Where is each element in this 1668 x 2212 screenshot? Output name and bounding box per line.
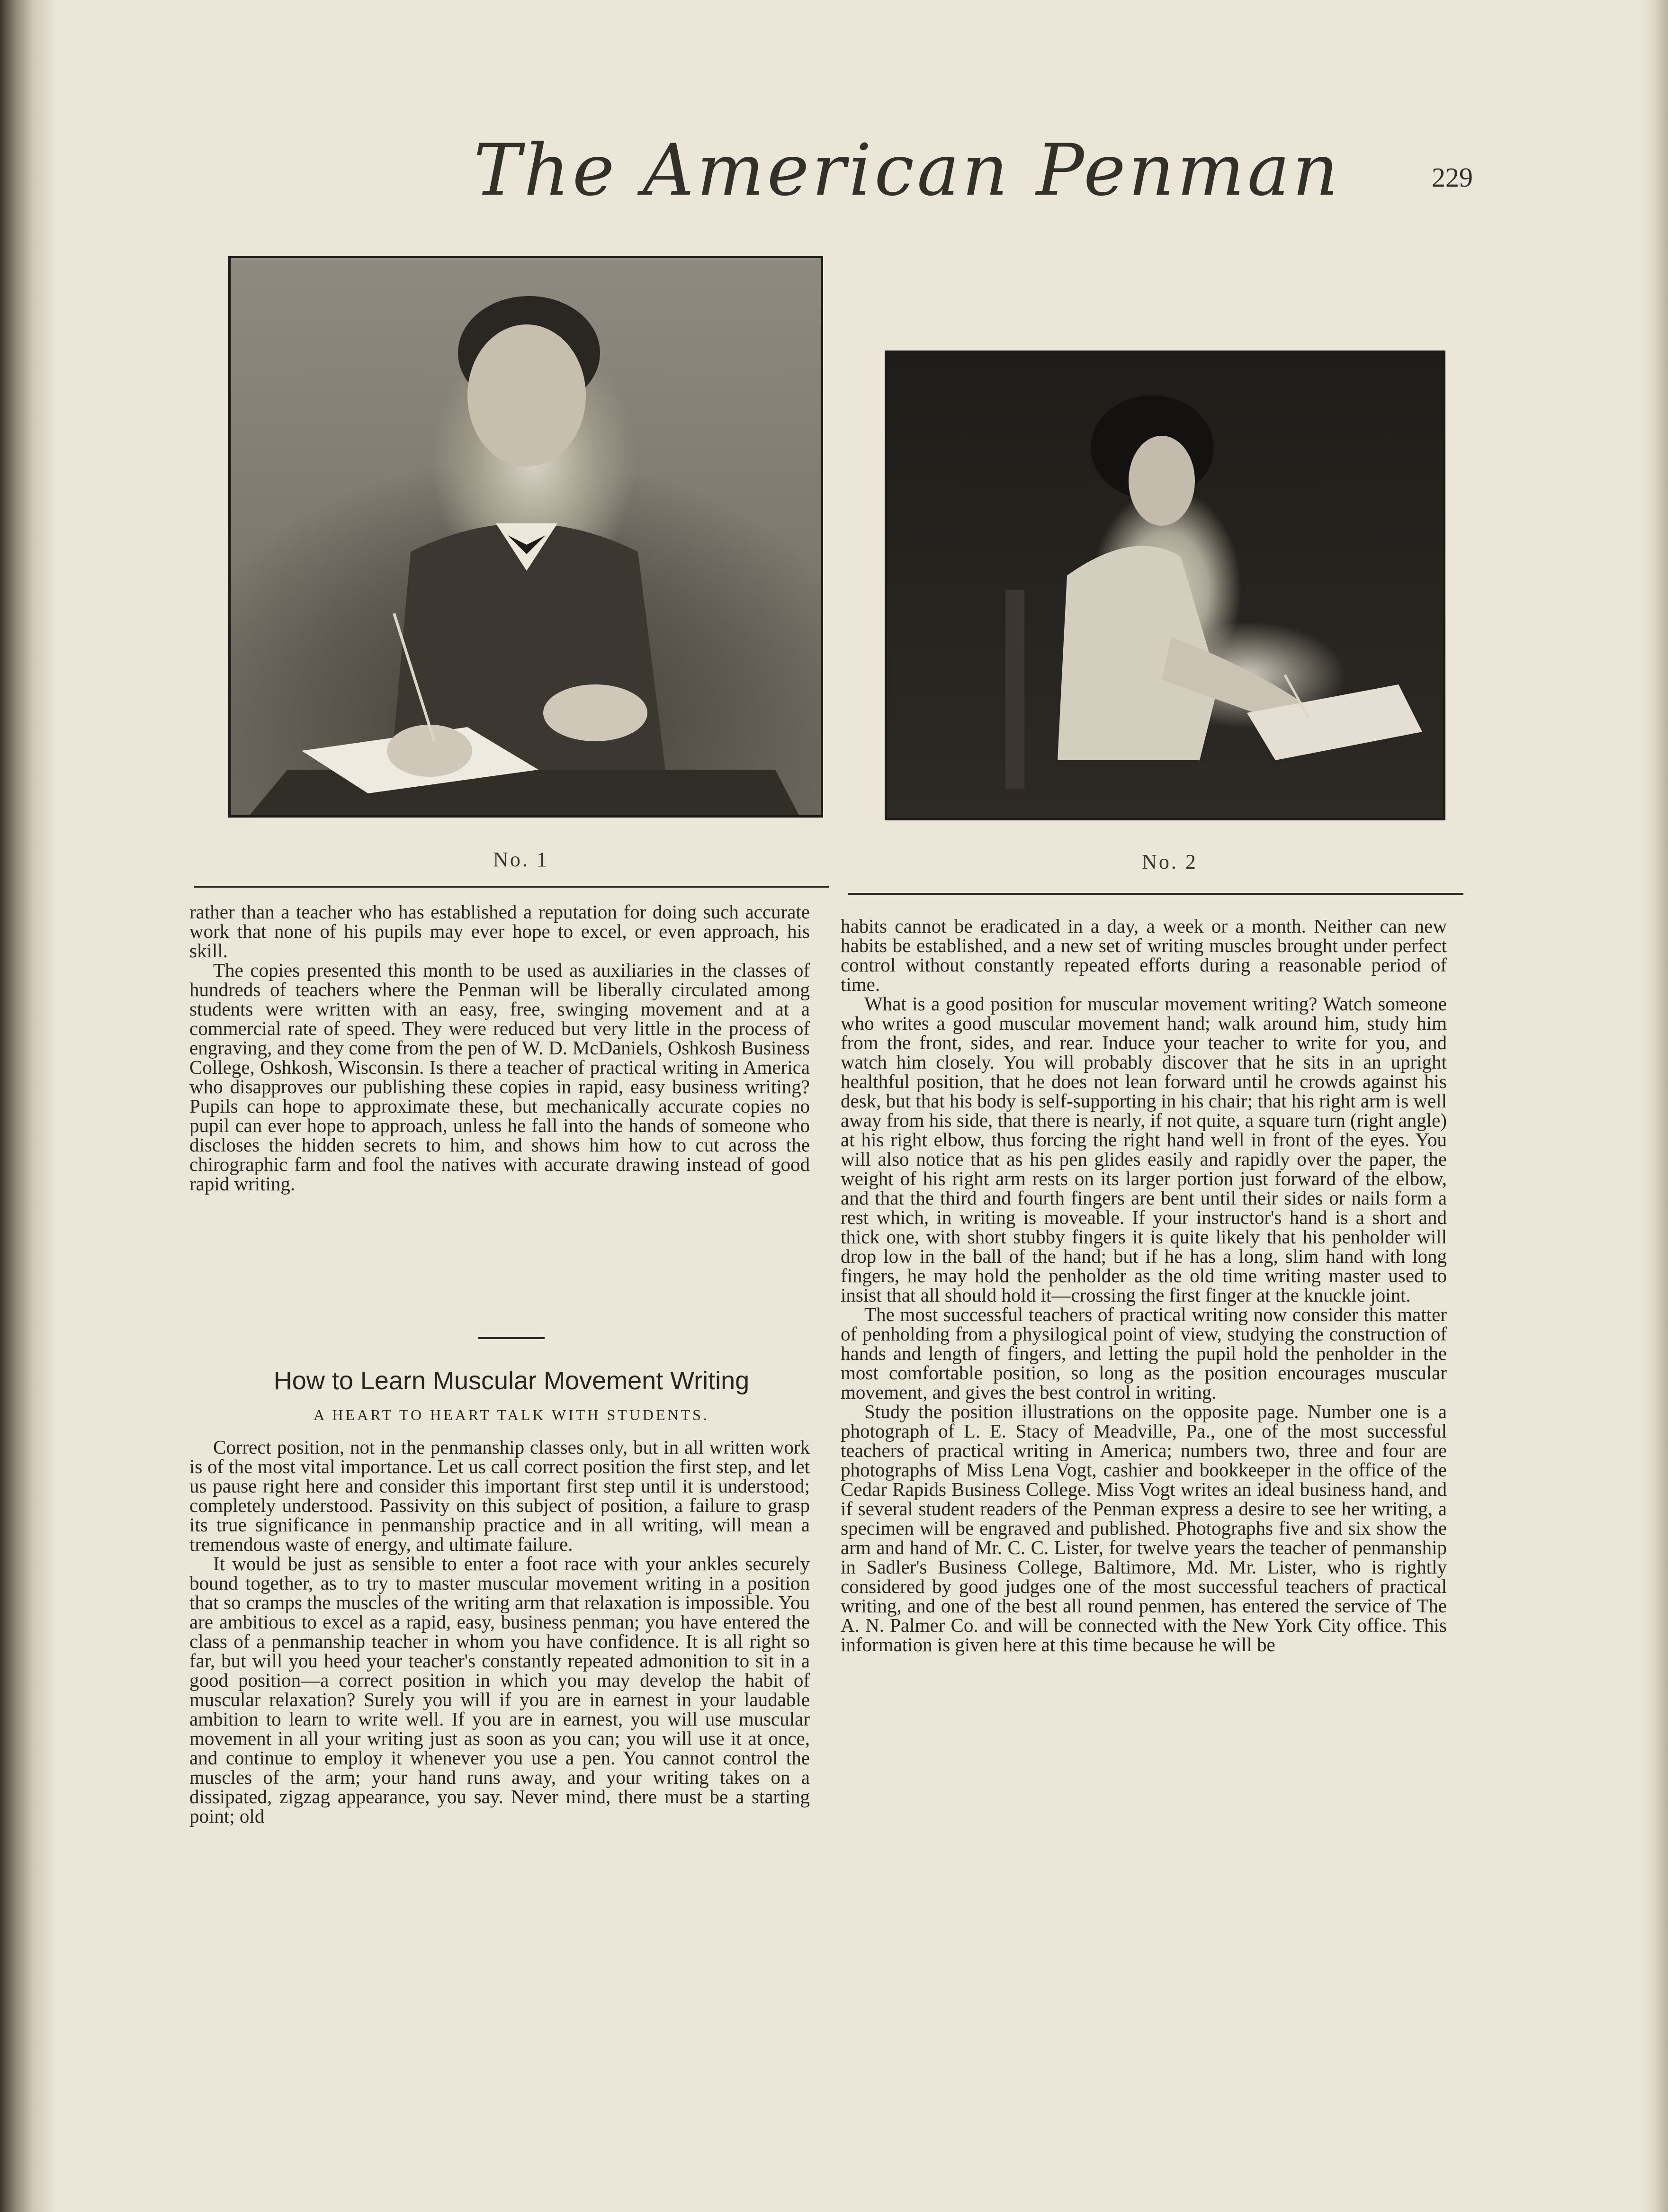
left-column-top-text xyxy=(189,902,810,1319)
left-column-bottom-text xyxy=(189,1438,810,2068)
paragraph: Correct position, not in the penmanship classes only, but in all written work is of the most vital importance. Let us call correct position the first step, and let us pause right here and consider this important first step until it is understood; completely understood. Passivity on this subject of position, a failure to grasp its true significance in penmanship practice and in all writing, will mean a tremendous waste of energy, and ultimate failure. xyxy=(189,1436,810,1555)
paragraph: Study the position illustrations on the opposite page. Number one is a photograph of L. E. Stacy of Meadville, Pa., one of the most successful teachers of practical writing in America; numbers two, three and four are photographs of Miss Lena Vogt, cashier and bookkeeper in the office of the Cedar Rapids Business College. Miss Vogt writes an ideal business hand, and if several student readers of the Penman express a desire to see her writing, a specimen will be engraved and published. Photographs five and six show the arm and hand of Mr. C. C. Lister, for twelve years the teacher of penmanship in Sadler's Business College, Baltimore, Md. Mr. Lister, who is rightly considered by good judges one of the most successful teachers of practical writing, and one of the best all round penmen, has entered the service of The A. N. Palmer Co. and will be connected with the New York City office. This information is given here at this time because he will be xyxy=(841,1401,1447,1655)
divider-rule xyxy=(194,886,829,888)
photo-no-1 xyxy=(228,256,823,818)
photo-no-2 xyxy=(885,351,1445,820)
page-edge xyxy=(1640,0,1668,2212)
divider-rule xyxy=(848,893,1463,895)
masthead-title: The American Penman xyxy=(474,129,1341,212)
paragraph: The copies presented this month to be used as auxiliaries in the classes of hundreds of teachers where the Penman will be liberally circulated among students were written with an easy, free, swinging movement and at a commercial rate of speed. They were reduced but very little in the process of engraving, and they come from the pen of W. D. McDaniels, Oshkosh Business College, Oshkosh, Wisconsin. Is there a teacher of practical writing in America who disapproves our publishing these copies in rapid, easy business writing? Pupils can hope to approximate these, but mechanically accurate copies no pupil can ever hope to approach, unless he fall into the hands of someone who discloses the hidden secrets to him, and shows him how to cut across the chirographic farm and fool the natives with accurate drawing instead of good rapid writing. xyxy=(189,959,810,1195)
photo-caption-2: No. 2 xyxy=(1142,850,1198,873)
paragraph: habits cannot be eradicated in a day, a week or a month. Neither can new habits be established, and a new set of writing muscles brought under perfect control without constantly repeated efforts during a reasonable period of time. xyxy=(841,915,1447,995)
paragraph: It would be just as sensible to enter a foot race with your ankles securely bound together, as to try to master muscular movement writing in a position that so cramps the muscles of the writing arm that relaxation is impossible. You are ambitious to excel as a rapid, easy, business penman; you have entered the class of a penmanship teacher in whom you have confidence. It is all right so far, but will you heed your teacher's constantly repeated admonition to sit in a good position—a correct position in which you may develop the habit of muscular relaxation? Surely you will if you are in earnest in your laudable ambition to learn to write well. If you are in earnest, you will use muscular movement in all your writing just as soon as you can; you will use it at once, and continue to employ it whenever you use a pen. You cannot control the muscles of the arm; your hand runs away, and your writing takes on a dissipated, zigzag appearance, you say. Never mind, there must be a starting point; old xyxy=(189,1553,810,1827)
page-number: 229 xyxy=(1432,162,1473,193)
photo-caption-1: No. 1 xyxy=(493,848,549,871)
article-heading: How to Learn Muscular Movement Writing xyxy=(273,1367,750,1395)
paragraph: What is a good position for muscular movement writing? Watch someone who writes a good muscular movement hand; walk around him, study him from the front, sides, and rear. Induce your teacher to write for you, and watch him closely. You will probably discover that he sits in an upright healthful position, that he does not lean forward until he crowds against his desk, but that his body is self-supporting in his chair; that his right arm is well away from his side, that there is nearly, if not quite, a square turn (right angle) at his right elbow, thus forcing the right hand well in front of the eyes. You will also notice that as his pen glides easily and rapidly over the paper, the weight of his right arm rests on its larger portion just forward of the elbow, and that the third and fourth fingers are bent until their sides or nails form a rest which, in writing is moveable. If your instructor's hand is a short and thick one, with short stubby fingers it is quite likely that his penholder will drop low in the ball of the hand; but if he has a long, slim hand with long fingers, he may hold the penholder as the old time writing master used to insist that all should hold it—crossing the first finger at the knuckle joint. xyxy=(841,993,1447,1306)
section-divider xyxy=(478,1337,545,1339)
binding-shadow xyxy=(0,0,57,2212)
right-column-text xyxy=(841,917,1447,2068)
paragraph: rather than a teacher who has established a reputation for doing such accurate work that none of his pupils may ever hope to excel, or even approach, his skill. xyxy=(189,901,810,962)
paragraph: The most successful teachers of practical writing now consider this matter of penholding from a physilogical point of view, studying the construction of hands and length of fingers, and letting the pupil hold the penholder in the most comfortable position, so long as the position encourages muscular movement, and gives the best control in writing. xyxy=(841,1304,1447,1403)
article-subheading: A HEART TO HEART TALK WITH STUDENTS. xyxy=(314,1406,709,1423)
